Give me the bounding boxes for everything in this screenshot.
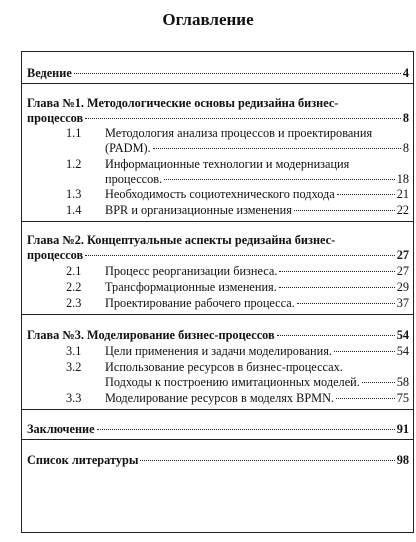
- toc-entry-page: 8: [402, 111, 409, 125]
- toc-entry-intro[interactable]: [27, 66, 409, 80]
- toc-entry-label: Цели применения и задачи моделирования.: [105, 344, 332, 358]
- toc-item-number: 1.1: [66, 126, 82, 140]
- toc-item-number: 2.2: [66, 280, 82, 294]
- toc-entry-page: 22: [396, 203, 409, 217]
- toc-chapter-1[interactable]: [27, 111, 409, 125]
- toc-item-number: 2.1: [66, 264, 82, 278]
- toc-entry-page: 21: [396, 187, 409, 201]
- toc-entry-page: 4: [402, 66, 409, 80]
- toc-entry-conclusion[interactable]: [27, 422, 409, 436]
- toc-item-1-1[interactable]: [105, 141, 409, 155]
- toc-item-1-3[interactable]: [105, 187, 409, 201]
- toc-entry-label: Заключение: [27, 422, 95, 436]
- section-divider: [22, 439, 414, 440]
- toc-entry-label: Ведение: [27, 66, 72, 80]
- dot-leader: [85, 255, 395, 256]
- toc-entry-page: 98: [396, 453, 409, 467]
- toc-chapter-3[interactable]: [27, 328, 409, 342]
- toc-item-2-1[interactable]: [105, 264, 409, 278]
- dot-leader: [337, 194, 395, 195]
- toc-item-number: 1.3: [66, 187, 82, 201]
- toc-entry-page: 8: [402, 141, 409, 155]
- dot-leader: [334, 351, 395, 352]
- dot-leader: [279, 271, 394, 272]
- page-title: Оглавление: [162, 10, 254, 29]
- toc-item-title[interactable]: Информационные технологии и модернизация: [105, 157, 350, 171]
- toc-entry-page: 58: [396, 375, 409, 389]
- toc-entry-label: Необходимость социотехнического подхода: [105, 187, 335, 201]
- dot-leader: [140, 460, 394, 461]
- toc-entry-page: 18: [396, 172, 409, 186]
- toc-item-3-3[interactable]: [105, 391, 409, 405]
- toc-item-title[interactable]: Методология анализа процессов и проектирования: [105, 126, 373, 140]
- toc-item-3-2[interactable]: [105, 375, 409, 389]
- toc-entry-label: Моделирование ресурсов в моделях BPMN.: [105, 391, 335, 405]
- toc-entry-page: 54: [396, 344, 409, 358]
- toc-chapter-1-title[interactable]: Глава №1. Методологические основы редизайна бизнес-: [27, 96, 339, 110]
- toc-item-title[interactable]: Использование ресурсов в бизнес-процессах.: [105, 360, 343, 374]
- dot-leader: [74, 73, 401, 74]
- section-divider: [22, 314, 414, 315]
- toc-item-2-3[interactable]: [105, 296, 409, 310]
- toc-item-number: 1.2: [66, 157, 82, 171]
- toc-entry-page: 27: [396, 264, 409, 278]
- toc-item-number: 1.4: [66, 203, 82, 217]
- toc-entry-label: Трансформационные изменения.: [105, 280, 277, 294]
- dot-leader: [153, 148, 401, 149]
- toc-entry-page: 29: [396, 280, 409, 294]
- toc-entry-label: BPR и организационные изменения: [105, 203, 292, 217]
- toc-entry-label: Глава №3. Моделирование бизнес-процессов: [27, 328, 275, 342]
- toc-entry-label: процессов: [27, 111, 84, 125]
- section-divider: [22, 221, 414, 222]
- toc-entry-label: процессов.: [105, 172, 163, 186]
- dot-leader: [294, 210, 395, 211]
- toc-chapter-2[interactable]: [27, 248, 409, 262]
- toc-entry-label: процессов: [27, 248, 84, 262]
- toc-entry-page: 91: [396, 422, 409, 436]
- toc-entry-page: 27: [396, 248, 409, 262]
- toc-item-number: 3.1: [66, 344, 82, 358]
- toc-entry-references[interactable]: [27, 453, 409, 467]
- toc-item-3-1[interactable]: [105, 344, 409, 358]
- toc-item-number: 3.3: [66, 391, 82, 405]
- section-divider: [22, 409, 414, 410]
- toc-entry-page: 37: [396, 296, 409, 310]
- toc-chapter-2-title[interactable]: Глава №2. Концептуальные аспекты редизайна бизнес-: [27, 233, 336, 247]
- dot-leader: [336, 398, 395, 399]
- toc-entry-label: Процесс реорганизации бизнеса.: [105, 264, 278, 278]
- toc-entry-label: Список литературы: [27, 453, 139, 467]
- toc-item-2-2[interactable]: [105, 280, 409, 294]
- dot-leader: [277, 335, 395, 336]
- toc-entry-label: (PADM).: [105, 141, 151, 155]
- dot-leader: [85, 118, 401, 119]
- toc-entry-page: 54: [396, 328, 409, 342]
- dot-leader: [297, 303, 395, 304]
- toc-item-number: 2.3: [66, 296, 82, 310]
- dot-leader: [164, 179, 395, 180]
- toc-entry-label: Подходы к построению имитационных моделей.: [105, 375, 360, 389]
- dot-leader: [279, 287, 395, 288]
- dot-leader: [362, 382, 395, 383]
- toc-item-1-4[interactable]: [105, 203, 409, 217]
- toc-entry-label: Проектирование рабочего процесса.: [105, 296, 295, 310]
- dot-leader: [97, 429, 395, 430]
- toc-entry-page: 75: [396, 391, 409, 405]
- toc-item-number: 3.2: [66, 360, 82, 374]
- section-divider: [22, 83, 414, 84]
- toc-item-1-2[interactable]: [105, 172, 409, 186]
